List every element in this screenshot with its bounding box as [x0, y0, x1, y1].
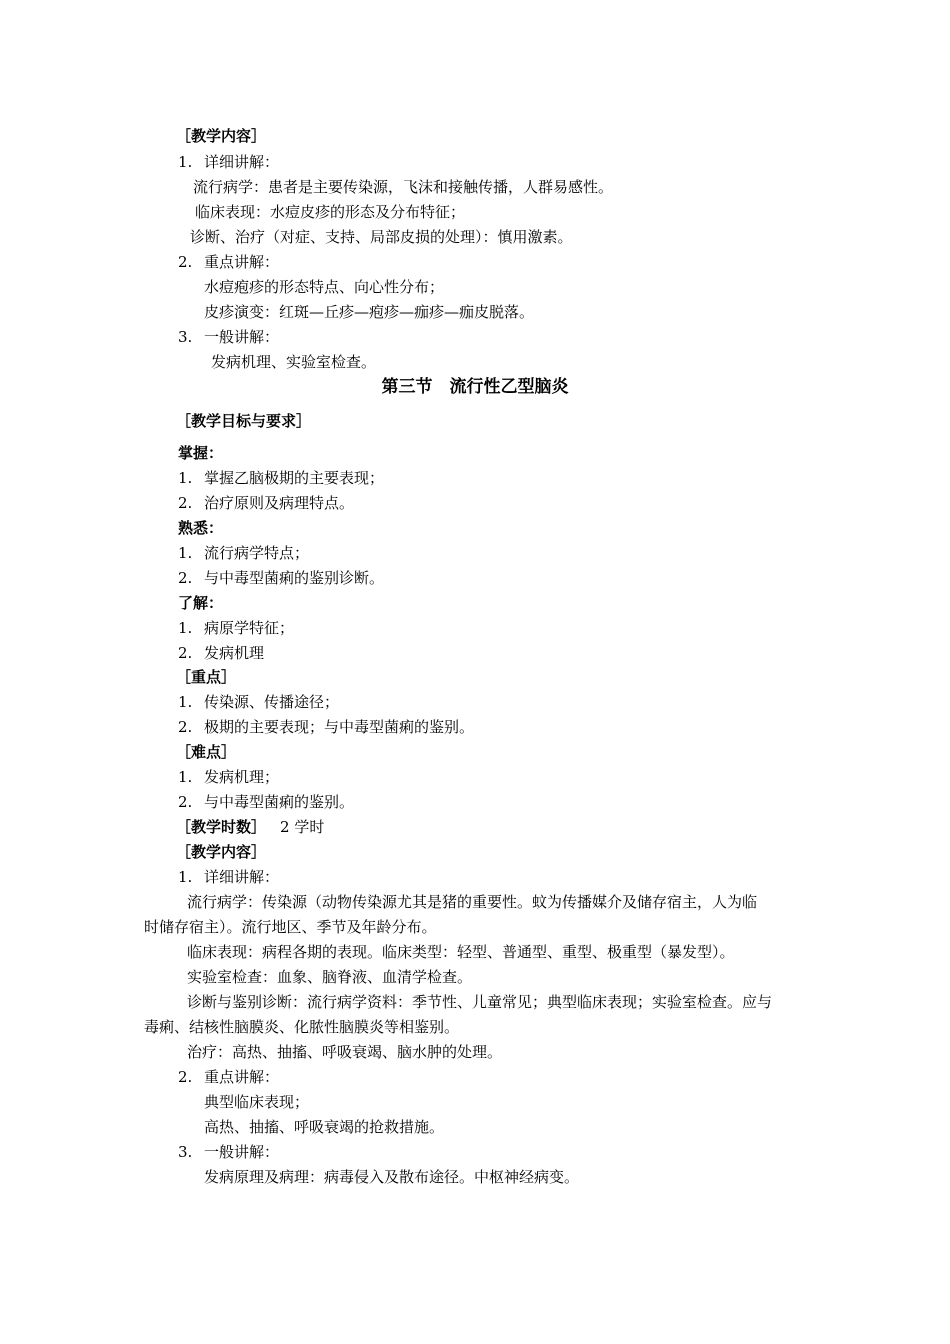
detail-label: 详细讲解：	[204, 153, 280, 171]
familiar-label: 熟悉：	[178, 519, 224, 537]
detail-label: 详细讲解：	[204, 868, 280, 886]
difficult-header: ［难点］	[176, 743, 237, 761]
key-label: 重点讲解：	[204, 253, 280, 271]
list-item	[178, 717, 474, 737]
list-number: 2.	[178, 644, 193, 662]
list-item-text: 与中毒型菌痢的鉴别。	[204, 793, 355, 811]
list-item-text: 传染源、传播途径；	[204, 693, 340, 711]
diagnosis-text: 诊断与鉴别诊断：流行病学资料：季节性、儿童常见；典型临床表现；实验室检查。应与	[187, 993, 773, 1011]
general-heading	[178, 1142, 279, 1162]
list-item	[178, 792, 354, 812]
list-number: 1.	[178, 619, 193, 637]
list-number: 1.	[178, 469, 193, 487]
list-item	[178, 493, 354, 513]
list-number: 2.	[178, 494, 193, 512]
hours-value: 2 学时	[280, 818, 325, 836]
diagnosis-text: 诊断、治疗（对症、支持、局部皮损的处理）：慎用激素。	[190, 228, 573, 246]
epidemiology-text: 流行病学：患者是主要传染源，飞沫和接触传播，人群易感性。	[193, 178, 614, 196]
list-item-text: 发病机理	[204, 644, 265, 662]
hours-header: ［教学时数］	[176, 818, 267, 836]
list-number: 1.	[178, 153, 193, 171]
lab-text: 实验室检查：血象、脑脊液、血清学检查。	[187, 968, 473, 986]
general-text: 发病机理、实验室检查。	[211, 353, 377, 371]
general-label: 一般讲解：	[204, 328, 280, 346]
list-number: 3.	[178, 1143, 193, 1161]
key-label: 重点讲解：	[204, 1068, 280, 1086]
list-number: 2.	[178, 253, 193, 271]
list-number: 2.	[178, 793, 193, 811]
epidemiology-text: 时储存宿主）。流行地区、季节及年龄分布。	[144, 918, 437, 936]
list-item	[178, 618, 294, 638]
list-item	[178, 767, 279, 787]
list-number: 2.	[178, 1068, 193, 1086]
key-text: 皮疹演变：红斑—丘疹—疱疹—痂疹—痂皮脱落。	[204, 303, 535, 321]
key-text: 高热、抽搐、呼吸衰竭的抢救措施。	[204, 1118, 445, 1136]
treatment-text: 治疗：高热、抽搐、呼吸衰竭、脑水肿的处理。	[187, 1043, 503, 1061]
list-number: 2.	[178, 718, 193, 736]
list-item	[178, 568, 384, 588]
section-title: 第三节 流行性乙型脑炎	[381, 377, 569, 397]
list-item-text: 治疗原则及病理特点。	[204, 494, 355, 512]
list-number: 3.	[178, 328, 193, 346]
detail-heading	[178, 152, 279, 172]
master-label: 掌握：	[178, 444, 224, 462]
list-item	[178, 543, 309, 563]
content-header: ［教学内容］	[176, 127, 267, 145]
list-item	[178, 468, 384, 488]
key-header: ［重点］	[176, 668, 237, 686]
understand-label: 了解：	[178, 594, 224, 612]
clinical-text: 临床表现：水痘皮疹的形态及分布特征；	[195, 203, 466, 221]
list-number: 1.	[178, 693, 193, 711]
content-header: ［教学内容］	[176, 843, 267, 861]
diagnosis-text: 毒痢、结核性脑膜炎、化脓性脑膜炎等相鉴别。	[144, 1018, 460, 1036]
list-item-text: 发病机理；	[204, 768, 280, 786]
list-number: 1.	[178, 868, 193, 886]
general-label: 一般讲解：	[204, 1143, 280, 1161]
key-text: 典型临床表现；	[204, 1093, 310, 1111]
clinical-text: 临床表现：病程各期的表现。临床类型：轻型、普通型、重型、极重型（暴发型）。	[187, 943, 735, 961]
list-item-text: 极期的主要表现；与中毒型菌痢的鉴别。	[204, 718, 475, 736]
hours-row	[176, 817, 324, 837]
list-item-text: 与中毒型菌痢的鉴别诊断。	[204, 569, 385, 587]
list-item	[178, 643, 264, 663]
list-item	[178, 692, 339, 712]
detail-heading	[178, 867, 279, 887]
list-item-text: 流行病学特点；	[204, 544, 310, 562]
goals-header: ［教学目标与要求］	[176, 412, 312, 430]
key-heading	[178, 1067, 279, 1087]
general-heading	[178, 327, 279, 347]
list-item-text: 病原学特征；	[204, 619, 295, 637]
list-number: 1.	[178, 768, 193, 786]
list-item-text: 掌握乙脑极期的主要表现；	[204, 469, 385, 487]
epidemiology-text: 流行病学：传染源（动物传染源尤其是猪的重要性。蚊为传播媒介及储存宿主，人为临	[187, 893, 758, 911]
key-heading	[178, 252, 279, 272]
key-text: 水痘疱疹的形态特点、向心性分布；	[204, 278, 445, 296]
list-number: 1.	[178, 544, 193, 562]
list-number: 2.	[178, 569, 193, 587]
general-text: 发病原理及病理：病毒侵入及散布途径。中枢神经病变。	[204, 1168, 580, 1186]
